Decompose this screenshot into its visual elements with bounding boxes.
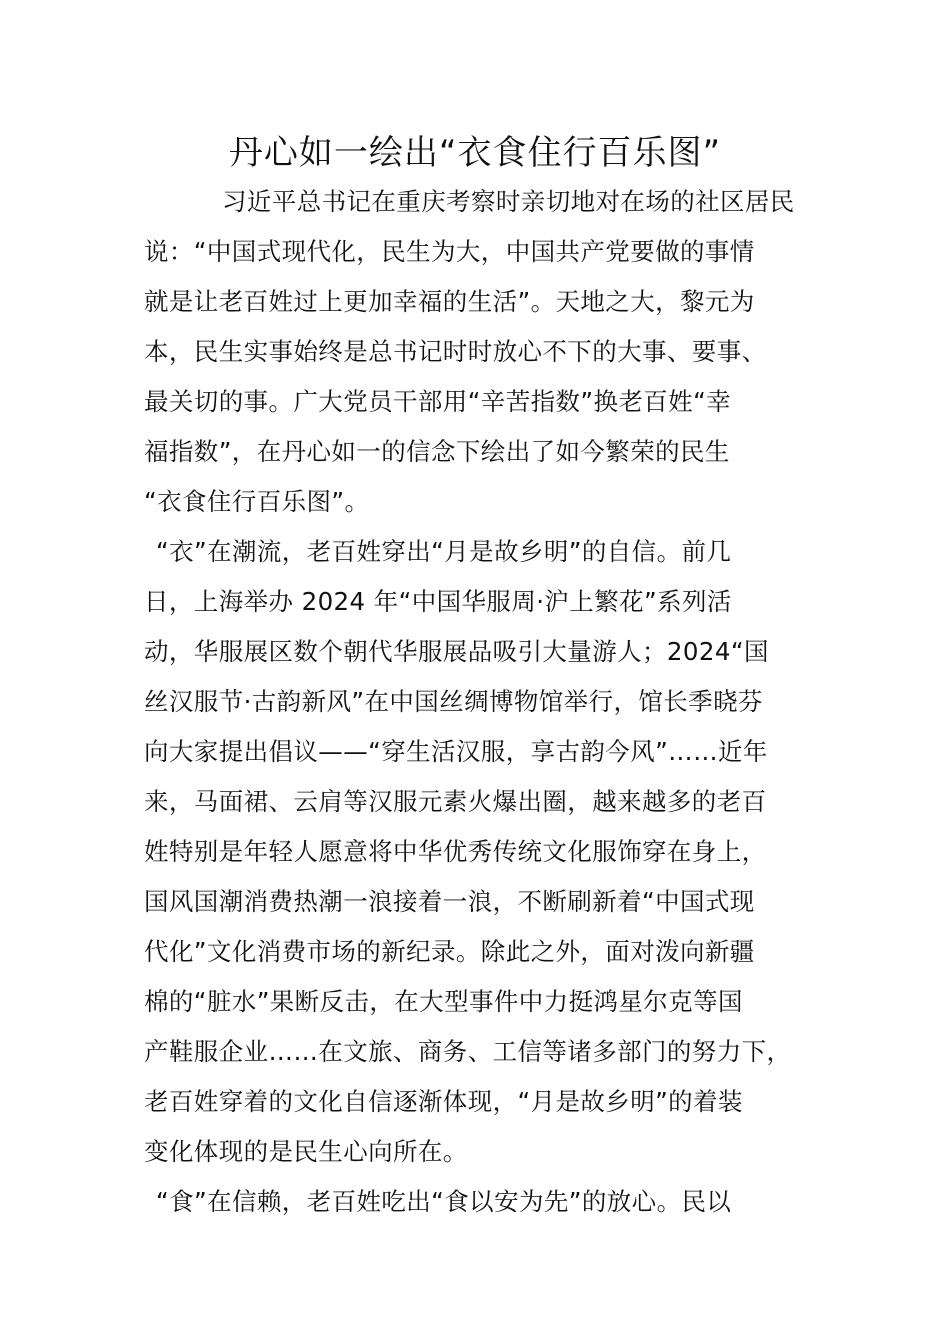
paragraph-line: 说：“中国式现代化，民生为大，中国共产党要做的事情 [144, 237, 755, 266]
paragraph-line: “衣”在潮流，老百姓穿出“月是故乡明”的自信。前几 [156, 537, 732, 566]
paragraph-line: 向大家提出倡议——“穿生活汉服，享古韵今风”……近年 [144, 737, 768, 766]
paragraph-line: 福指数”，在丹心如一的信念下绘出了如今繁荣的民生 [144, 437, 730, 466]
paragraph-line: 习近平总书记在重庆考察时亲切地对在场的社区居民 [222, 187, 795, 216]
document-body [144, 177, 806, 1227]
paragraph-line: 本，民生实事始终是总书记时时放心不下的大事、要事、 [144, 337, 767, 366]
paragraph-line: 棉的“脏水”果断反击，在大型事件中力挺鸿星尔克等国 [144, 987, 743, 1016]
document-title: 丹心如一绘出“衣食住行百乐图” [228, 133, 722, 173]
paragraph-line: 就是让老百姓过上更加幸福的生活”。天地之大，黎元为 [144, 287, 755, 316]
paragraph-line: 老百姓穿着的文化自信逐渐体现，“月是故乡明”的着装 [144, 1087, 743, 1116]
paragraph-line: 代化”文化消费市场的新纪录。除此之外，面对泼向新疆 [144, 937, 755, 966]
paragraph-line: 来，马面裙、云肩等汉服元素火爆出圈，越来越多的老百 [144, 787, 767, 816]
paragraph-line: 最关切的事。广大党员干部用“辛苦指数”换老百姓“幸 [144, 387, 732, 416]
paragraph-line: “食”在信赖，老百姓吃出“食以安为先”的放心。民以 [156, 1187, 732, 1216]
paragraph-line: “衣食住行百乐图”。 [144, 487, 370, 516]
paragraph-line: 动，华服展区数个朝代华服展品吸引大量游人；2024“国 [144, 637, 769, 666]
paragraph-line: 姓特别是年轻人愿意将中华优秀传统文化服饰穿在身上， [144, 837, 767, 866]
paragraph-line: 丝汉服节·古韵新风”在中国丝绸博物馆举行，馆长季晓芬 [144, 687, 763, 716]
paragraph-line: 日，上海举办 2024 年“中国华服周·沪上繁花”系列活 [144, 587, 732, 616]
paragraph-line: 产鞋服企业……在文旅、商务、工信等诸多部门的努力下， [144, 1037, 792, 1066]
paragraph-line: 国风国潮消费热潮一浪接着一浪，不断刷新着“中国式现 [144, 887, 755, 916]
paragraph-line: 变化体现的是民生心向所在。 [144, 1137, 468, 1166]
